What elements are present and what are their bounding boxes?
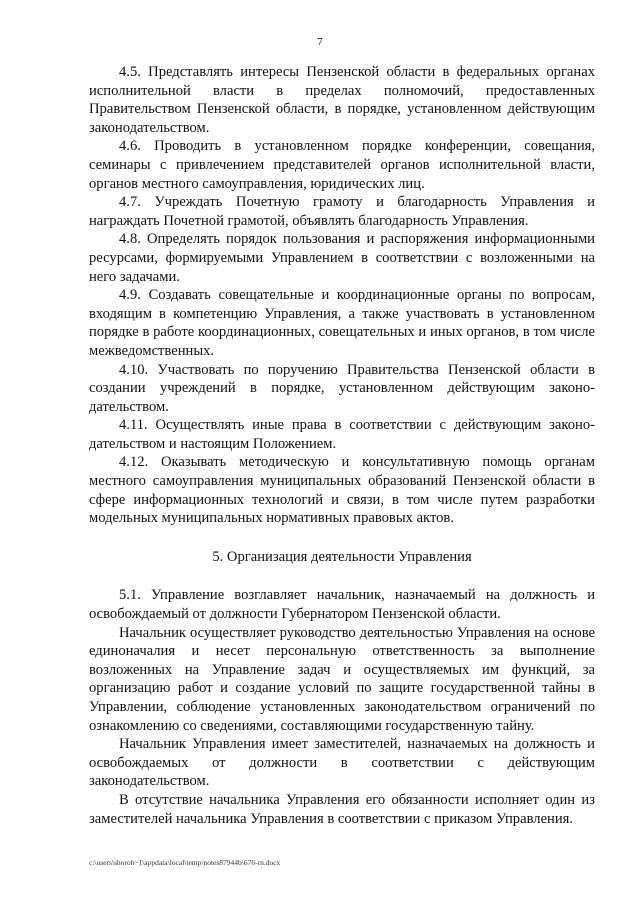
paragraph-4-8: 4.8. Определять порядок пользования и распоряжения информационными ресурсами, формируемыми Управлением в соответствии с возложенными на него задачами. [89,231,595,285]
section-title: 5. Организация деятельности Управления [212,548,472,565]
paragraph-absence: В отсутствие начальника Управления его обязанности исполняет один из заместителей начальника Управления в соответствии с приказом Управления. [89,791,595,827]
paragraph-4-5: 4.5. Представлять интересы Пензенской области в федеральных органах исполнительной власти в пределах полномочий, предоставленных Правительством Пензенской области, в порядке, установленном действующим законодательством. [89,64,595,136]
paragraph-4-10: 4.10. Участвовать по поручению Правительства Пензенской области в создании учреждений в порядке, установленном действующим законо-дательством. [89,361,595,415]
paragraph-5-1: 5.1. Управление возглавляет начальник, назначаемый на должность и освобождаемый от должности Губернатором Пензенской области. [89,587,595,623]
paragraph-4-7: 4.7. Учреждать Почетную грамоту и благодарность Управления и награждать Почетной грамотой, объявлять благодарность Управления. [89,194,595,229]
document-body [89,63,595,828]
paragraph-deputies: Начальник Управления имеет заместителей, назначаемых на должность и освобождаемых от должности в соответствии с действующим законодательством. [89,736,595,790]
page-number: 7 [317,36,323,48]
paragraph-4-12: 4.12. Оказывать методическую и консультативную помощь органам местного самоуправления муниципальных образований Пензенской области в сфере информационных технологий и связи, в том числе путем разработки модельных муниципальных нормативных правовых актов. [89,454,595,527]
paragraph-4-6: 4.6. Проводить в установленном порядке конференции, совещания, семинары с привлечением представителей органов исполнительной власти, органов местного самоуправления, юридических лиц. [89,138,595,192]
footer-file-path: c:\users\shoroh~1\appdata\local\temp\notes87944b\676-rn.docx [89,858,281,867]
paragraph-4-9: 4.9. Создавать совещательные и координационные органы по вопросам, входящим в компетенцию Управления, а также участвовать в установленном порядке в работе координационных, совещательных и иных органов, в том числе межведомственных. [89,287,595,359]
paragraph-head-duties: Начальник осуществляет руководство деятельностью Управления на основе единоначалия и несет персональную ответственность за выполнение возложенных на Управление задач и осуществляемых им функций, за организацию работ и создание условий по защите государственной тайны в Управлении, соблюдение установленных законодательством ограничений по ознакомлению со сведениями, составляющими государственную тайну. [89,624,595,734]
paragraph-4-11: 4.11. Осуществлять иные права в соответствии с действующим законо-дательством и настоящим Положением. [89,417,595,452]
